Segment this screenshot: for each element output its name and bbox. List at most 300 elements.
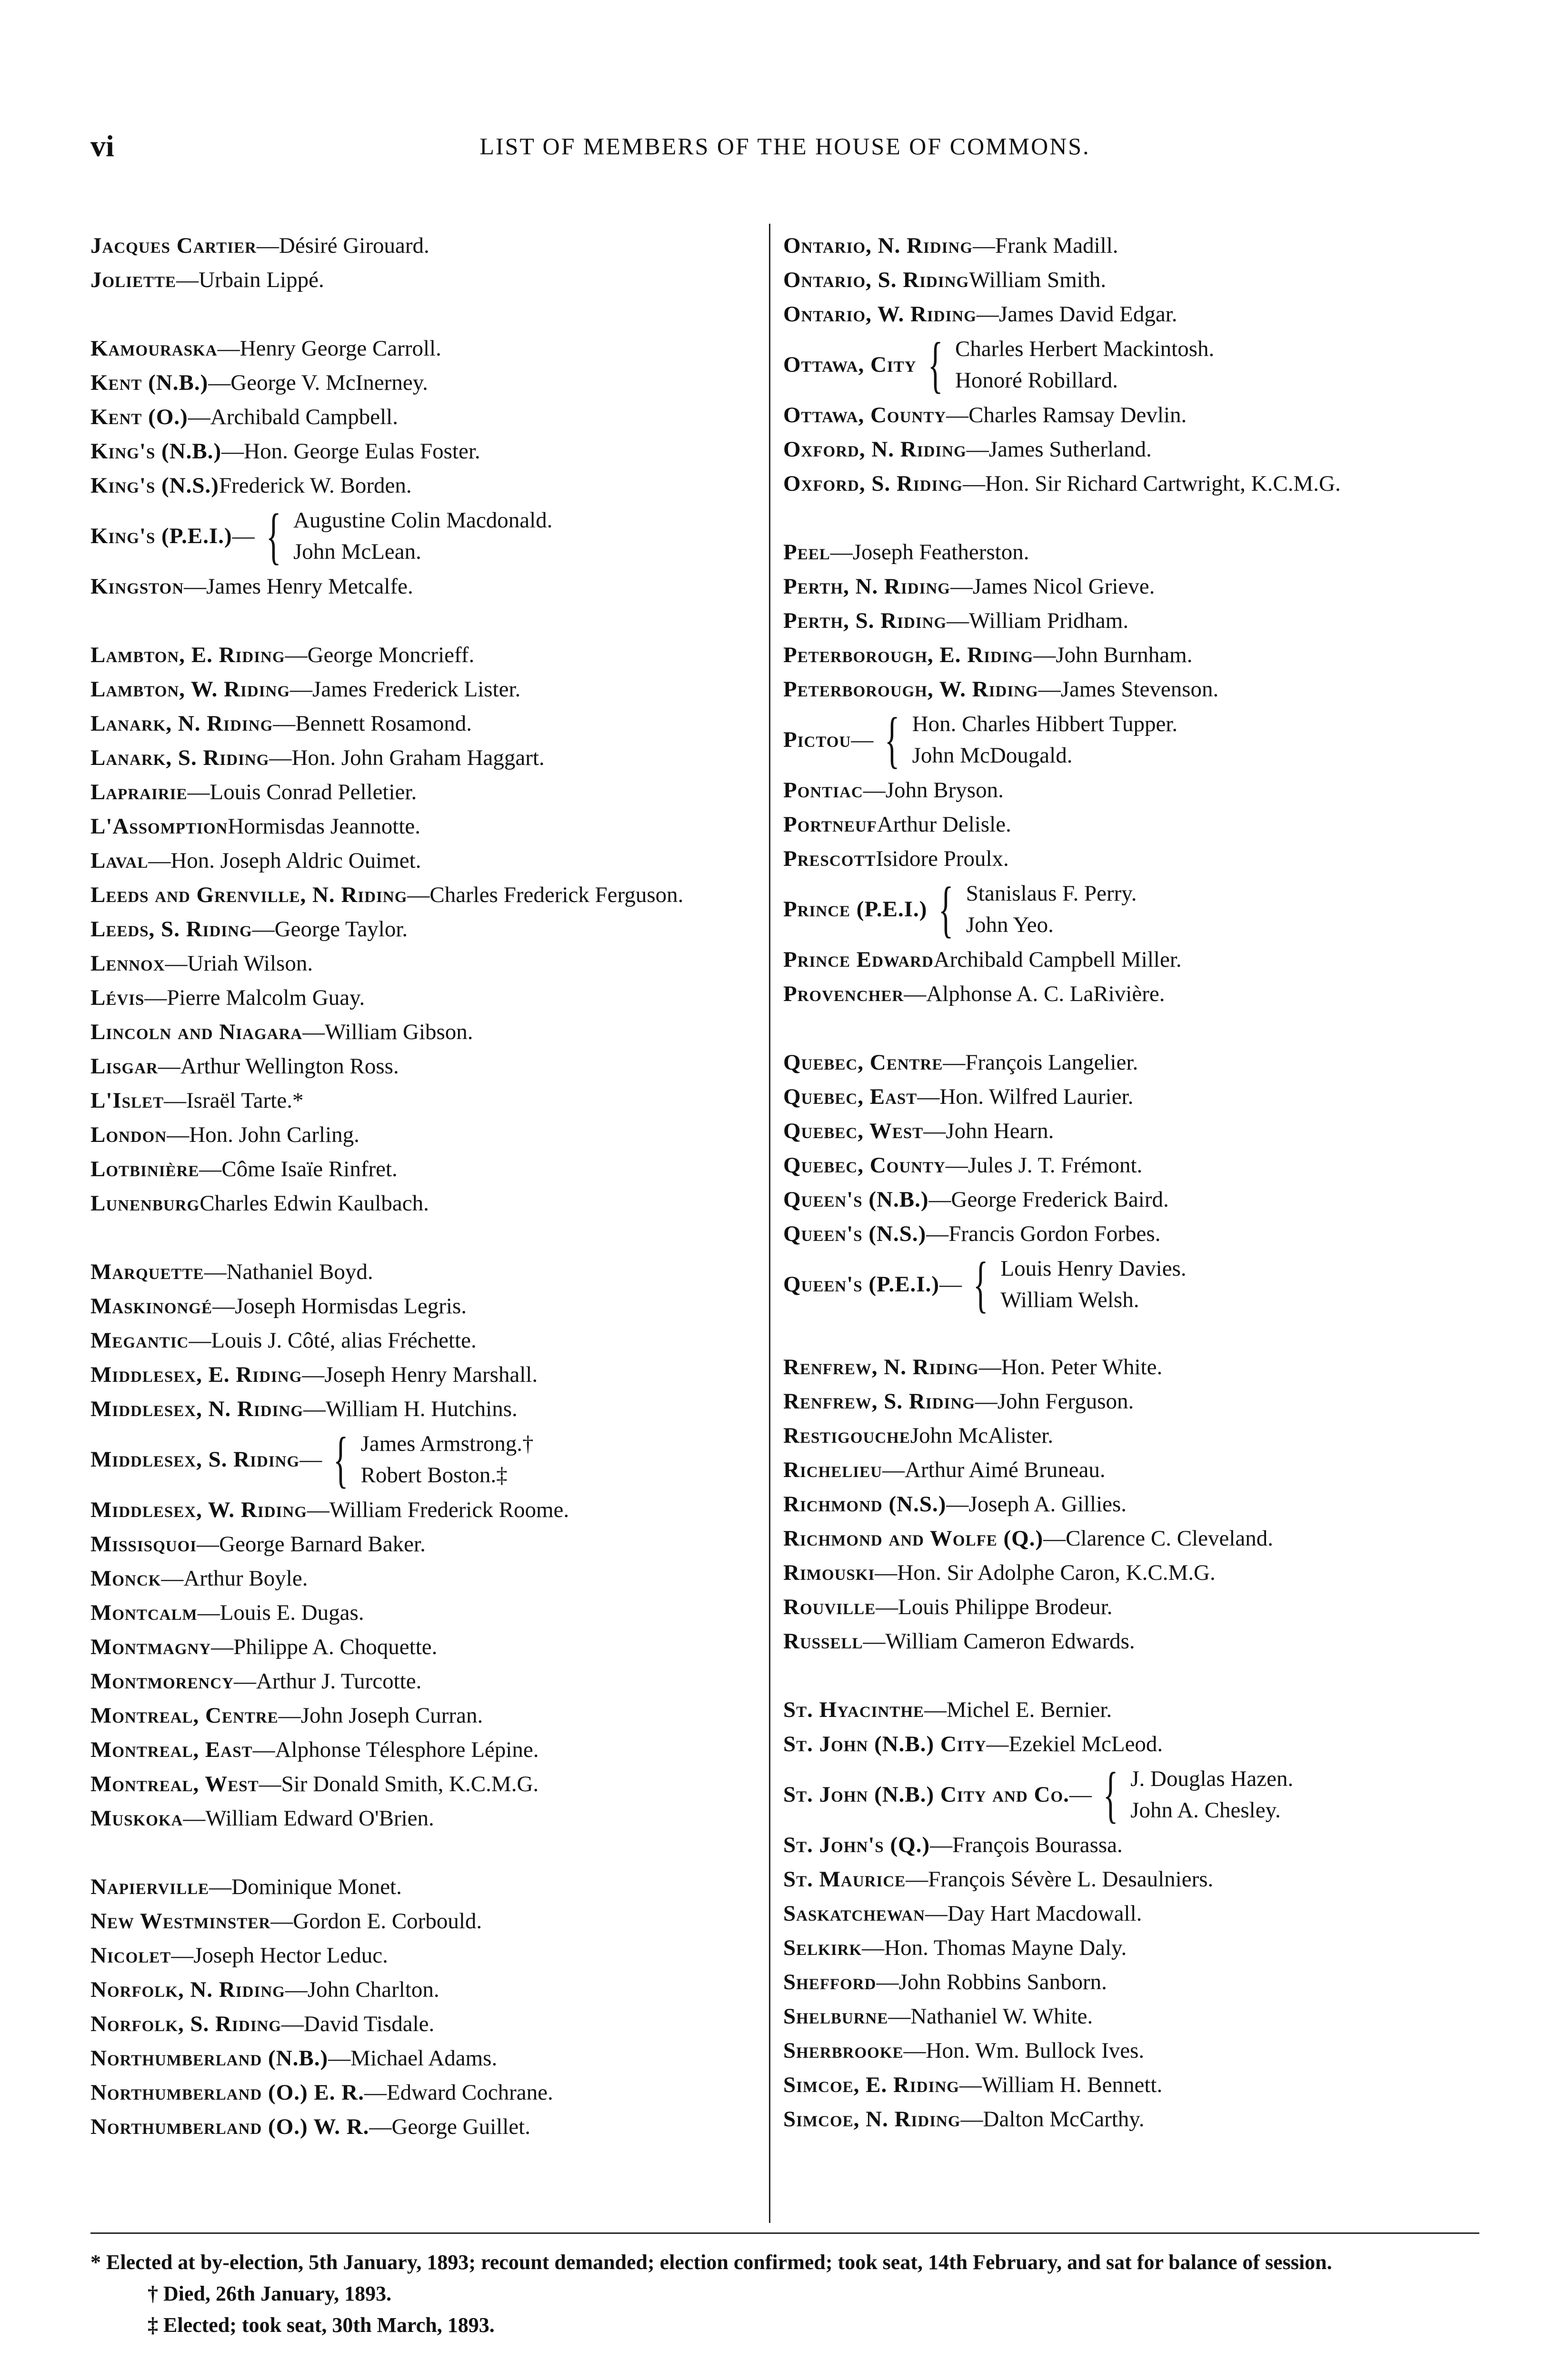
separator: — <box>946 403 969 427</box>
member-name: Stanislaus F. Perry. <box>966 881 1137 906</box>
member-entry <box>783 535 1455 569</box>
member-group <box>783 535 1455 1011</box>
footnotes <box>90 2247 1479 2341</box>
member-name: Désiré Girouard. <box>279 233 429 258</box>
member-entry <box>90 1630 762 1664</box>
separator: — <box>939 1272 962 1297</box>
member-entry <box>90 1904 762 1938</box>
separator: — <box>197 1532 219 1557</box>
separator: — <box>281 2012 304 2036</box>
member-name: David Tisdale. <box>304 2012 435 2036</box>
member-entry <box>90 946 762 981</box>
separator: — <box>328 2046 351 2071</box>
member-entry <box>90 1561 762 1596</box>
riding-name: Montreal, West <box>90 1772 259 1796</box>
riding-name: Quebec, Centre <box>783 1050 943 1075</box>
riding-name: Kent (N.B.) <box>90 370 209 395</box>
member-entry <box>783 1999 1455 2033</box>
member-name: Day Hart Macdowall. <box>947 1901 1142 1926</box>
riding-name: Lotbinière <box>90 1157 199 1181</box>
riding-name <box>90 1442 322 1477</box>
member-entry <box>783 1965 1455 1999</box>
separator: — <box>904 982 927 1006</box>
member-entry <box>783 1080 1455 1114</box>
brace-icon: { <box>885 704 900 774</box>
member-name: Archibald Campbell. <box>210 405 398 429</box>
riding-name: Laprairie <box>90 780 188 804</box>
separator: — <box>959 2073 982 2097</box>
separator: — <box>947 608 969 633</box>
footnote-by-election: * Elected at by-election, 5th January, 1893; recount demanded; election confirmed; took seat, 14th February, and sat for balance of session. <box>90 2251 1332 2274</box>
member-entry <box>90 638 762 672</box>
separator: — <box>144 985 167 1010</box>
separator: — <box>863 778 886 803</box>
riding-name: Northumberland (N.B.) <box>90 2046 329 2071</box>
member-entry-multi <box>783 1249 1455 1319</box>
riding-name: Lisgar <box>90 1054 158 1079</box>
member-name: Arthur J. Turcotte. <box>256 1669 422 1694</box>
riding-name: Prescott <box>783 846 876 871</box>
separator: — <box>176 268 199 292</box>
member-name: William H. Hutchins. <box>325 1397 518 1421</box>
member-entry <box>783 1931 1455 1965</box>
member-entry <box>90 1015 762 1049</box>
member-name: Dominique Monet. <box>231 1874 402 1899</box>
riding-name: Lennox <box>90 951 165 976</box>
brace-icon: { <box>928 329 943 399</box>
member-entry <box>90 1870 762 1904</box>
riding-name: Lévis <box>90 985 145 1010</box>
member-entry <box>783 1045 1455 1080</box>
member-entry <box>783 1727 1455 1761</box>
separator: — <box>171 1943 194 1968</box>
riding-name: Marquette <box>90 1259 204 1284</box>
member-name: Hon. John Graham Haggart. <box>291 745 545 770</box>
riding-name: Monck <box>90 1566 161 1591</box>
riding-label: Prince (P.E.I.) <box>783 897 928 922</box>
member-entry <box>90 912 762 946</box>
member-names <box>1130 1763 1293 1826</box>
riding-name: Ontario, N. Riding <box>783 233 973 258</box>
riding-name: Shefford <box>783 1970 877 1994</box>
separator: — <box>184 574 207 599</box>
member-entry <box>783 1896 1455 1931</box>
member-name: Louis Philippe Brodeur. <box>898 1595 1113 1619</box>
member-names <box>912 708 1177 771</box>
member-entry-multi <box>90 1424 762 1494</box>
member-name: Hon. George Eulas Foster. <box>244 439 480 464</box>
member-entry <box>783 466 1455 501</box>
member-name: Arthur Wellington Ross. <box>180 1054 399 1079</box>
brace-icon: { <box>1103 1759 1118 1829</box>
separator: — <box>204 1259 227 1284</box>
riding-name: Northumberland (O.) W. R. <box>90 2114 369 2139</box>
member-name: Joseph A. Gillies. <box>968 1492 1127 1517</box>
separator: — <box>273 711 296 736</box>
riding-name: Montreal, East <box>90 1737 253 1762</box>
member-name: John Ferguson. <box>997 1389 1134 1414</box>
member-entry-multi <box>783 874 1455 944</box>
separator: — <box>167 1122 190 1147</box>
riding-name: Middlesex, N. Riding <box>90 1397 303 1421</box>
member-entry <box>90 1118 762 1152</box>
member-name: Hon. Sir Richard Cartwright, K.C.M.G. <box>985 471 1341 496</box>
separator: — <box>975 1389 997 1414</box>
brace-icon: { <box>333 1424 349 1494</box>
separator: — <box>269 745 292 770</box>
member-name: Louis E. Dugas. <box>219 1600 364 1625</box>
member-entry <box>783 773 1455 807</box>
member-name: Hon. Charles Hibbert Tupper. <box>912 712 1178 736</box>
page-title: LIST OF MEMBERS OF THE HOUSE OF COMMONS. <box>479 133 1090 159</box>
member-name: Côme Isaïe Rinfret. <box>221 1157 398 1181</box>
riding-name: Prince Edward <box>783 947 934 972</box>
member-name: Joseph Henry Marshall. <box>324 1362 538 1387</box>
separator: — <box>212 1294 235 1319</box>
riding-name: Lunenburg <box>90 1191 200 1216</box>
riding-name: Richmond and Wolfe (Q.) <box>783 1526 1044 1551</box>
riding-name: Norfolk, S. Riding <box>90 2012 282 2036</box>
member-entry <box>90 468 762 503</box>
separator: — <box>976 302 999 327</box>
member-entry <box>90 706 762 741</box>
member-entry <box>90 1186 762 1220</box>
riding-name: Perth, N. Riding <box>783 574 950 599</box>
member-name: Hon. Joseph Aldric Ouimet. <box>170 848 421 873</box>
riding-name: Ontario, S. Riding <box>783 268 969 292</box>
member-entry <box>90 1664 762 1698</box>
riding-name: King's (N.S.) <box>90 473 219 498</box>
member-entry <box>90 1358 762 1392</box>
member-entry <box>783 2102 1455 2136</box>
member-entry <box>783 398 1455 432</box>
member-name: John Burnham. <box>1056 643 1193 667</box>
riding-name: Lincoln and Niagara <box>90 1020 303 1044</box>
separator: — <box>148 848 171 873</box>
separator: — <box>187 780 210 804</box>
member-name: François Sévère L. Desaulniers. <box>928 1867 1214 1892</box>
separator: — <box>256 233 279 258</box>
separator: — <box>903 2038 926 2063</box>
member-group <box>90 1870 762 2144</box>
riding-name: Leeds and Grenville, N. Riding <box>90 883 408 907</box>
member-entry <box>90 1938 762 1973</box>
riding-name: Renfrew, N. Riding <box>783 1355 979 1379</box>
separator: — <box>1069 1782 1092 1807</box>
member-entry <box>783 1693 1455 1727</box>
member-entry <box>90 1392 762 1426</box>
separator: — <box>183 1806 206 1831</box>
separator: — <box>302 1020 325 1044</box>
member-group <box>90 638 762 1220</box>
riding-name: Muskoka <box>90 1806 183 1831</box>
riding-label: Middlesex, S. Riding <box>90 1447 300 1472</box>
member-entry <box>783 1350 1455 1384</box>
separator: — <box>299 1447 322 1472</box>
separator: — <box>928 1187 951 1212</box>
member-name: George Taylor. <box>274 917 408 942</box>
member-name: Joseph Hector Leduc. <box>193 1943 388 1968</box>
member-entry <box>783 1624 1455 1658</box>
separator: — <box>278 1703 301 1728</box>
brace-icon: { <box>266 501 281 571</box>
member-group <box>90 1255 762 1835</box>
page-header <box>90 129 1479 167</box>
riding-name: St. John (N.B.) City <box>783 1732 987 1756</box>
riding-name: Missisquoi <box>90 1532 197 1557</box>
separator: — <box>882 1458 905 1482</box>
member-entry-multi <box>90 501 762 571</box>
member-entry <box>783 569 1455 604</box>
member-name: Joseph Featherston. <box>852 540 1029 565</box>
separator: — <box>1033 643 1056 667</box>
member-name: Robert Boston.‡ <box>360 1463 508 1488</box>
member-name: James Frederick Lister. <box>312 677 521 702</box>
member-name: William Welsh. <box>1000 1288 1139 1312</box>
member-name: Alphonse Télesphore Lépine. <box>275 1737 539 1762</box>
separator: — <box>221 439 244 464</box>
riding-name: Jacques Cartier <box>90 233 257 258</box>
member-group <box>783 1350 1455 1658</box>
member-name: John McAlister. <box>910 1423 1054 1448</box>
separator: — <box>888 2004 911 2029</box>
riding-name: L'Islet <box>90 1088 164 1113</box>
member-entry <box>90 1152 762 1186</box>
riding-name: Rimouski <box>783 1560 875 1585</box>
member-entry <box>90 1083 762 1118</box>
member-name: Hon. Peter White. <box>1001 1355 1163 1379</box>
member-entry <box>90 1049 762 1083</box>
separator: — <box>165 951 188 976</box>
separator: — <box>290 677 313 702</box>
riding-name: Peterborough, W. Riding <box>783 677 1038 702</box>
separator: — <box>986 1732 1009 1756</box>
member-name: Urbain Lippé. <box>199 268 324 292</box>
separator: — <box>943 1050 966 1075</box>
riding-name: Simcoe, N. Riding <box>783 2107 961 2132</box>
member-entry <box>90 843 762 878</box>
member-name: Clarence C. Cleveland. <box>1066 1526 1274 1551</box>
member-entry <box>90 1527 762 1561</box>
member-entry <box>783 842 1455 876</box>
separator: — <box>973 233 996 258</box>
separator: — <box>285 1977 308 2002</box>
separator: — <box>966 437 989 462</box>
riding-name: Russell <box>783 1629 863 1654</box>
riding-name: Provencher <box>783 982 904 1006</box>
member-name: Nathaniel W. White. <box>910 2004 1093 2029</box>
member-entry <box>90 809 762 843</box>
separator: — <box>234 1669 257 1694</box>
member-entry <box>783 604 1455 638</box>
member-name: Louis J. Côté, alias Fréchette. <box>211 1328 477 1353</box>
separator: — <box>875 1560 898 1585</box>
left-column <box>90 228 762 2178</box>
member-entry <box>783 672 1455 706</box>
member-entry <box>783 1556 1455 1590</box>
member-name: John Charlton. <box>307 1977 439 2002</box>
member-entry <box>90 1733 762 1767</box>
separator: — <box>211 1635 234 1659</box>
riding-name <box>783 892 927 926</box>
riding-name: Peel <box>783 540 830 565</box>
member-name: Honoré Robillard. <box>955 368 1118 393</box>
riding-name: Quebec, West <box>783 1119 924 1143</box>
riding-name: Laval <box>90 848 149 873</box>
member-name: Dalton McCarthy. <box>983 2107 1145 2132</box>
riding-name: Perth, S. Riding <box>783 608 947 633</box>
riding-name: Montreal, Centre <box>90 1703 279 1728</box>
member-entry-multi <box>783 704 1455 774</box>
member-entry <box>90 366 762 400</box>
separator: — <box>302 1362 325 1387</box>
member-name: Bennett Rosamond. <box>295 711 472 736</box>
separator: — <box>1038 677 1061 702</box>
member-entry <box>90 331 762 366</box>
separator: — <box>252 917 275 942</box>
member-name: William Cameron Edwards. <box>885 1629 1135 1654</box>
separator: — <box>960 2107 983 2132</box>
member-entry <box>90 2007 762 2041</box>
member-name: William Edward O'Brien. <box>205 1806 434 1831</box>
member-entry <box>90 400 762 434</box>
riding-name <box>783 1267 962 1301</box>
riding-name: London <box>90 1122 167 1147</box>
member-name: Hon. Wilfred Laurier. <box>939 1084 1134 1109</box>
member-entry <box>783 1384 1455 1418</box>
riding-name: Norfolk, N. Riding <box>90 1977 285 2002</box>
riding-name: Quebec, County <box>783 1153 946 1178</box>
riding-name: Megantic <box>90 1328 189 1353</box>
riding-label: King's (P.E.I.) <box>90 524 232 548</box>
riding-name: Montmorency <box>90 1669 234 1694</box>
member-name: Nathaniel Boyd. <box>226 1259 373 1284</box>
member-entry <box>783 1828 1455 1862</box>
member-entry <box>90 672 762 706</box>
member-name: Pierre Malcolm Guay. <box>167 985 365 1010</box>
member-entry <box>90 2041 762 2075</box>
member-entry <box>783 1862 1455 1896</box>
member-entry <box>90 1596 762 1630</box>
member-entry <box>90 228 762 263</box>
member-names <box>1000 1253 1186 1316</box>
member-entry <box>90 878 762 912</box>
member-name: Arthur Aimé Bruneau. <box>905 1458 1106 1482</box>
separator: — <box>188 405 210 429</box>
column-divider <box>769 224 770 2223</box>
member-entry <box>783 1453 1455 1487</box>
riding-name: Lambton, E. Riding <box>90 643 285 667</box>
member-name: Henry George Carroll. <box>239 336 441 361</box>
member-name: John Hearn. <box>946 1119 1054 1143</box>
member-entry <box>90 981 762 1015</box>
separator: — <box>369 2114 392 2139</box>
member-entry <box>90 1767 762 1801</box>
footnote-elected: ‡ Elected; took seat, 30th March, 1893. <box>148 2313 495 2337</box>
separator: — <box>303 1397 326 1421</box>
separator: — <box>197 1600 220 1625</box>
member-entry <box>90 1973 762 2007</box>
member-entry <box>783 1590 1455 1624</box>
member-entry <box>783 1487 1455 1521</box>
riding-name: Kent (O.) <box>90 405 188 429</box>
riding-name: Sherbrooke <box>783 2038 904 2063</box>
riding-name: Simcoe, E. Riding <box>783 2073 959 2097</box>
page-number: vi <box>90 129 114 163</box>
member-entry <box>783 1148 1455 1182</box>
member-name: Charles Frederick Ferguson. <box>429 883 684 907</box>
riding-name: Pontiac <box>783 778 863 803</box>
member-name: George V. McInerney. <box>230 370 428 395</box>
member-name: George Barnard Baker. <box>219 1532 426 1557</box>
member-name: Charles Ramsay Devlin. <box>968 403 1187 427</box>
riding-name: Napierville <box>90 1874 209 1899</box>
member-name: William Gibson. <box>325 1020 473 1044</box>
riding-name: St. John's (Q.) <box>783 1833 930 1857</box>
member-entry <box>90 2110 762 2144</box>
member-name: Michel E. Bernier. <box>947 1697 1112 1722</box>
member-name: Isidore Proulx. <box>876 846 1009 871</box>
member-name: Philippe A. Choquette. <box>233 1635 438 1659</box>
riding-name: Queen's (N.S.) <box>783 1221 927 1246</box>
riding-name: Leeds, S. Riding <box>90 917 252 942</box>
member-name: John McDougald. <box>912 743 1073 768</box>
member-name: George Frederick Baird. <box>951 1187 1169 1212</box>
separator: — <box>217 336 240 361</box>
separator: — <box>930 1833 953 1857</box>
member-entry <box>783 2033 1455 2068</box>
separator: — <box>252 1737 275 1762</box>
riding-name <box>783 1777 1092 1812</box>
member-name: James Nicol Grieve. <box>972 574 1155 599</box>
member-entry <box>90 569 762 604</box>
member-entry <box>90 775 762 809</box>
riding-name: Middlesex, W. Riding <box>90 1497 307 1522</box>
riding-name: Richelieu <box>783 1458 882 1482</box>
member-name: James Sutherland. <box>988 437 1152 462</box>
member-name: Israël Tarte.* <box>186 1088 304 1113</box>
member-entry <box>90 1493 762 1527</box>
member-entry <box>90 1801 762 1835</box>
riding-label: St. John (N.B.) City and Co. <box>783 1782 1069 1807</box>
riding-name: Maskinongé <box>90 1294 213 1319</box>
member-name: James Stevenson. <box>1060 677 1219 702</box>
riding-name: St. Hyacinthe <box>783 1697 925 1722</box>
member-name: Hon. Wm. Bullock Ives. <box>926 2038 1145 2063</box>
member-entry <box>783 942 1455 977</box>
member-entry <box>783 432 1455 466</box>
member-group <box>90 228 762 297</box>
separator: — <box>208 370 231 395</box>
riding-name: Nicolet <box>90 1943 171 1968</box>
member-entry <box>90 1698 762 1733</box>
member-name: James Armstrong.† <box>360 1431 534 1456</box>
separator: — <box>232 524 255 548</box>
member-name: George Moncrieff. <box>307 643 475 667</box>
member-name: William H. Bennett. <box>981 2073 1163 2097</box>
member-name: Sir Donald Smith, K.C.M.G. <box>281 1772 539 1796</box>
riding-name: Queen's (N.B.) <box>783 1187 929 1212</box>
separator: — <box>978 1355 1001 1379</box>
separator: — <box>906 1867 928 1892</box>
riding-name: Northumberland (O.) E. R. <box>90 2080 364 2105</box>
riding-name: Ontario, W. Riding <box>783 302 977 327</box>
separator: — <box>164 1088 187 1113</box>
separator: — <box>863 1629 886 1654</box>
separator: — <box>924 1697 947 1722</box>
member-name: Michael Adams. <box>350 2046 498 2071</box>
member-name: Arthur Delisle. <box>877 812 1011 837</box>
